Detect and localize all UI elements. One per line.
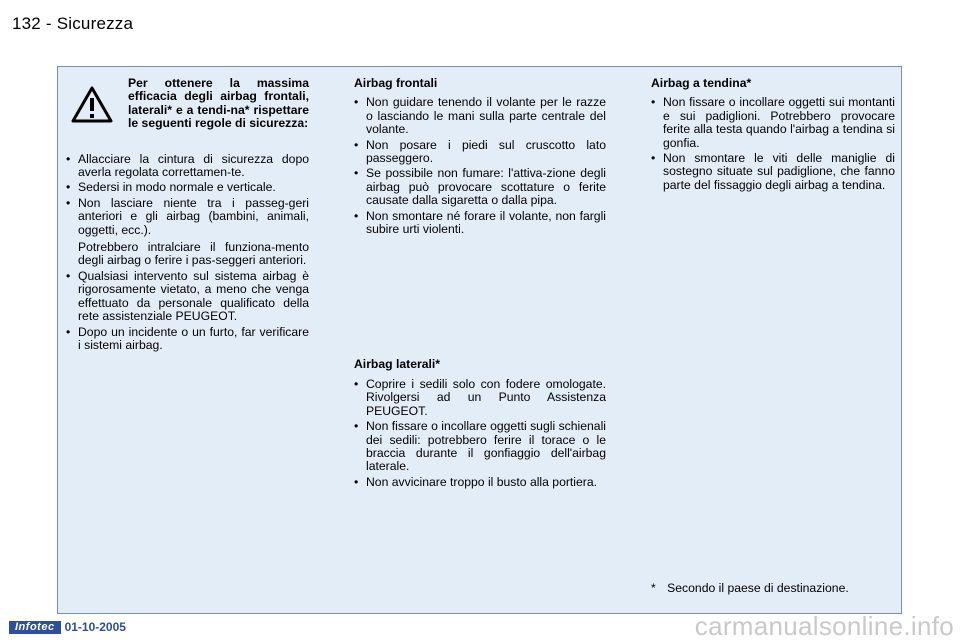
- section-title: Sicurezza: [56, 14, 134, 33]
- page-header: [12, 14, 133, 34]
- infotec-logo: Infotec: [9, 621, 61, 634]
- list-item-extra: Potrebbero intralciare il funziona-mento degli airbag o ferire i pas-seggeri anteriori.: [78, 240, 309, 268]
- list-item: • Non posare i piedi sul cruscotto lato passeggero.: [354, 139, 606, 166]
- footer-brand: [9, 620, 126, 634]
- footnote: [651, 581, 849, 595]
- watermark: carmanualsonline.info: [694, 611, 954, 641]
- footnote-star: *: [651, 581, 656, 595]
- list-item: • Dopo un incidente o un furto, far verificare i sistemi airbag.: [66, 326, 309, 353]
- list-item: [66, 197, 309, 268]
- footnote-text: Secondo il paese di destinazione.: [667, 581, 849, 595]
- footer-date: 01-10-2005: [64, 620, 126, 634]
- content-panel: [57, 66, 902, 614]
- list-item: • Non avvicinare troppo il busto alla portiera.: [354, 476, 606, 489]
- list-item-text: Non lasciare niente tra i passeg-geri anteriori e gli airbag (bambini, animali, oggetti, ecc.).: [78, 195, 309, 237]
- list-item: • Non smontare né forare il volante, non fargli subire urti violenti.: [354, 210, 606, 237]
- header-separator: -: [45, 14, 52, 33]
- list-item: • Qualsiasi intervento sul sistema airbag è rigorosamente vietato, a meno che venga effettuato da personale qualificato della rete assistenziale PEUGEOT.: [66, 270, 309, 324]
- frontal-airbag-list: [354, 96, 606, 236]
- list-item: • Se possibile non fumare: l'attiva-zione degli airbag può provocare scottature o ferite causate dalla sigaretta o dalla pipa.: [354, 167, 606, 207]
- warning-triangle-icon: [70, 85, 114, 125]
- frontal-airbag-title: Airbag frontali: [354, 76, 438, 90]
- curtain-airbag-title: Airbag a tendina*: [651, 76, 752, 90]
- side-airbag-list: [354, 378, 606, 489]
- list-item: • Non fissare o incollare oggetti sugli schienali dei sedili: potrebbero ferire il torace o le braccia durante il gonfiaggio dell'airbag laterale.: [354, 420, 606, 474]
- list-item: • Coprire i sedili solo con fodere omologate. Rivolgersi ad un Punto Assistenza PEUGEOT.: [354, 378, 606, 418]
- column-frontal-side: [354, 77, 606, 491]
- side-airbag-title: Airbag laterali*: [354, 357, 441, 372]
- list-item: • Allacciare la cintura di sicurezza dopo averla regolata correttamen-te.: [66, 153, 309, 180]
- warning-text: Per ottenere la massima efficacia degli airbag frontali, laterali* e a tendi-na* rispettare le seguenti regole di sicurezza:: [128, 76, 309, 131]
- side-airbag-section: [354, 358, 606, 489]
- page-number: 132: [12, 14, 41, 33]
- list-item: • Non smontare le viti delle maniglie di sostegno situate sul padiglione, che fanno parte del fissaggio degli airbag a tendina.: [651, 152, 895, 192]
- column-curtain: [651, 77, 895, 194]
- list-item: • Sedersi in modo normale e verticale.: [66, 181, 309, 194]
- list-item: • Non guidare tenendo il volante per le razze o lasciando le mani sulla parte centrale del volante.: [354, 96, 606, 136]
- general-rules-list: [66, 153, 309, 353]
- warning-box: [66, 77, 309, 131]
- list-item: • Non fissare o incollare oggetti sui montanti e sui padiglioni. Potrebbero provocare ferite alla testa quando l'airbag a tendina si gonfia.: [651, 96, 895, 150]
- curtain-airbag-list: [651, 96, 895, 192]
- column-general-rules: [66, 77, 309, 354]
